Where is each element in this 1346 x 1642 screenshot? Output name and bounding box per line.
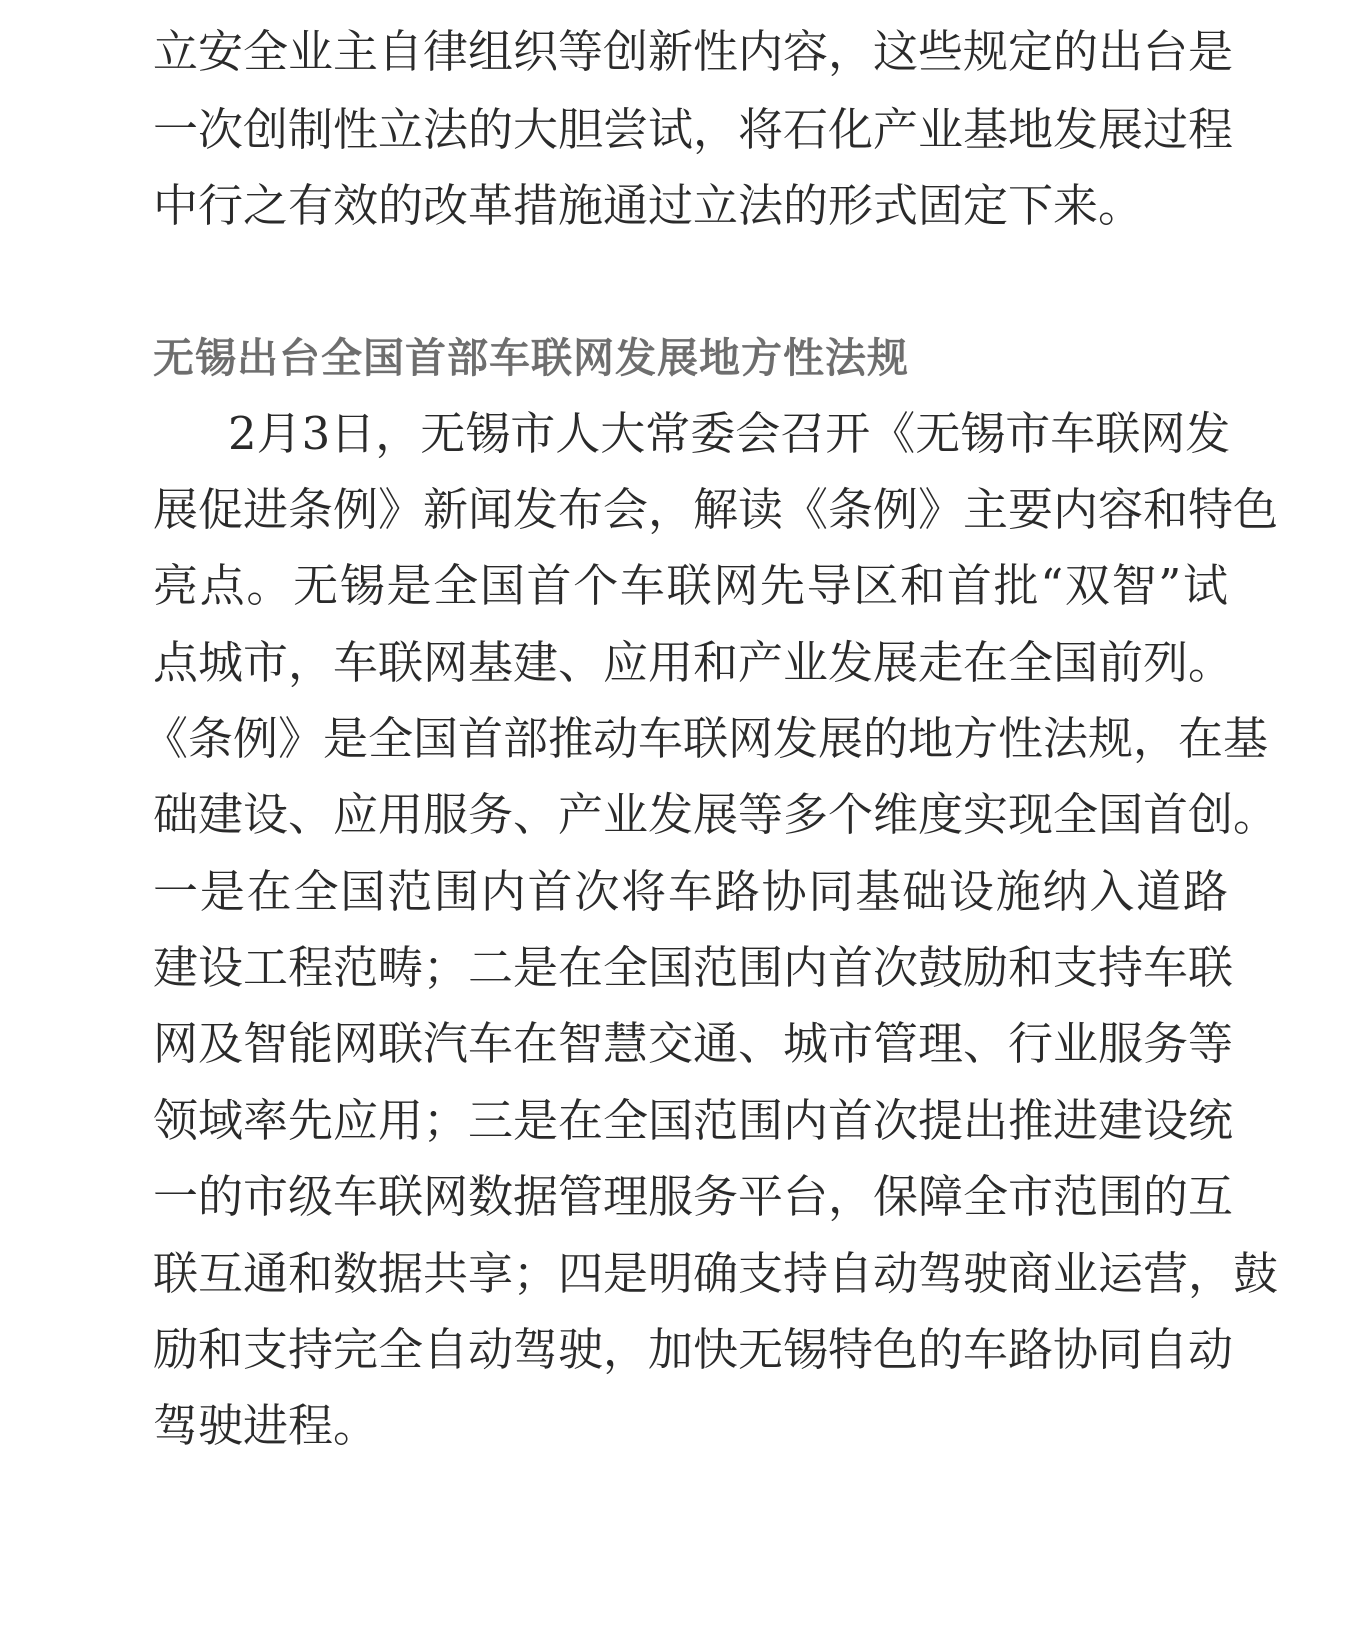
intro-line-3: 中行之有效的改革措施通过立法的形式固定下来。 — [153, 179, 1144, 232]
body-line-12: 联互通和数据共享；四是明确支持自动驾驶商业运营，鼓 — [153, 1247, 1279, 1300]
section-heading: 无锡出台全国首部车联网发展地方性法规 — [153, 334, 909, 382]
body-line-4: 点城市，车联网基建、应用和产业发展走在全国前列。 — [153, 636, 1234, 689]
body-line-9: 网及智能网联汽车在智慧交通、城市管理、行业服务等 — [153, 1017, 1234, 1070]
body-line-1: 2月3日，无锡市人大常委会召开《无锡市车联网发 — [228, 407, 1231, 460]
body-line-10: 领域率先应用；三是在全国范围内首次提出推进建设统 — [153, 1094, 1234, 1147]
body-line-11: 一的市级车联网数据管理服务平台，保障全市范围的互 — [153, 1170, 1234, 1223]
body-line-7: 一是在全国范围内首次将车路协同基础设施纳入道路 — [153, 865, 1228, 918]
body-line-5: 《条例》是全国首部推动车联网发展的地方性法规，在基 — [143, 712, 1269, 765]
body-line-13: 励和支持完全自动驾驶，加快无锡特色的车路协同自动 — [153, 1323, 1234, 1376]
body-line-3: 亮点。无锡是全国首个车联网先导区和首批“双智”试 — [153, 559, 1228, 612]
body-line-6: 础建设、应用服务、产业发展等多个维度实现全国首创。 — [153, 788, 1279, 841]
body-line-8: 建设工程范畴；二是在全国范围内首次鼓励和支持车联 — [153, 941, 1234, 994]
intro-line-2: 一次创制性立法的大胆尝试，将石化产业基地发展过程 — [153, 103, 1234, 156]
intro-line-1: 立安全业主自律组织等创新性内容，这些规定的出台是 — [153, 25, 1234, 78]
body-line-2: 展促进条例》新闻发布会，解读《条例》主要内容和特色 — [153, 483, 1279, 536]
body-line-14: 驾驶进程。 — [153, 1399, 379, 1452]
